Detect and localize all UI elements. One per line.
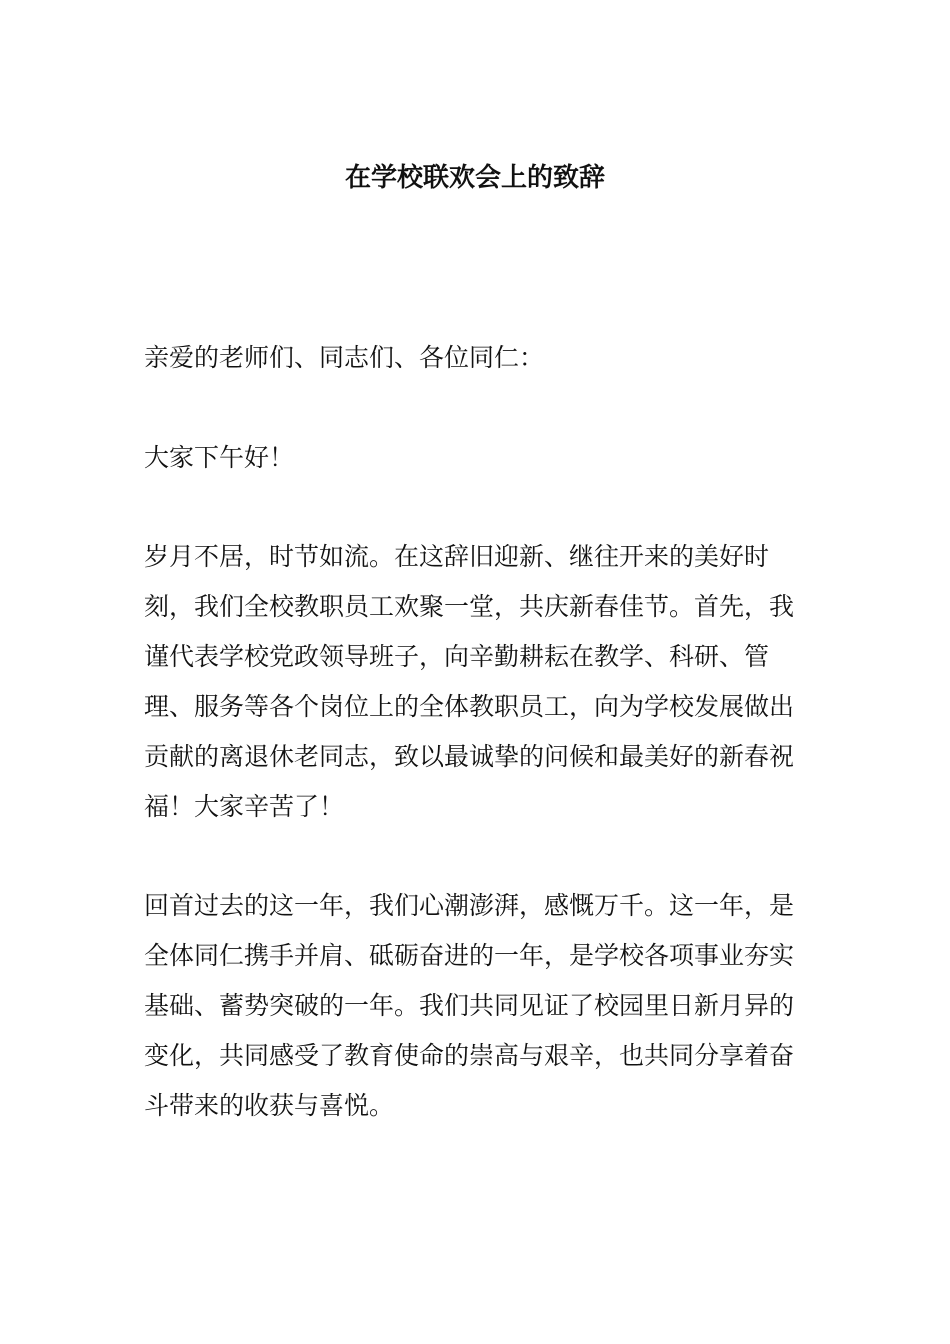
paragraph-2: 回首过去的这一年，我们心潮澎湃，感慨万千。这一年，是全体同仁携手并肩、砥砺奋进的一年，是学校各项事业夯实基础、蓄势突破的一年。我们共同见证了校园里日新月异的变化，共同感受了教育使命的崇高与艰辛，也共同分享着奋斗带来的收获与喜悦。 xyxy=(144,891,795,1120)
greeting: 大家下午好！ xyxy=(144,443,295,472)
document-title: 在学校联欢会上的致辞 xyxy=(344,163,605,193)
paragraph-1: 岁月不居，时节如流。在这辞旧迎新、继往开来的美好时刻，我们全校教职员工欢聚一堂，共庆新春佳节。首先，我谨代表学校党政领导班子，向辛勤耕耘在教学、科研、管理、服务等各个岗位上的全体教职员工，向为学校发展做出贡献的离退休老同志，致以最诚挚的问候和最美好的新春祝福！大家辛苦了！ xyxy=(144,542,795,821)
salutation: 亲爱的老师们、同志们、各位同仁： xyxy=(144,343,545,372)
